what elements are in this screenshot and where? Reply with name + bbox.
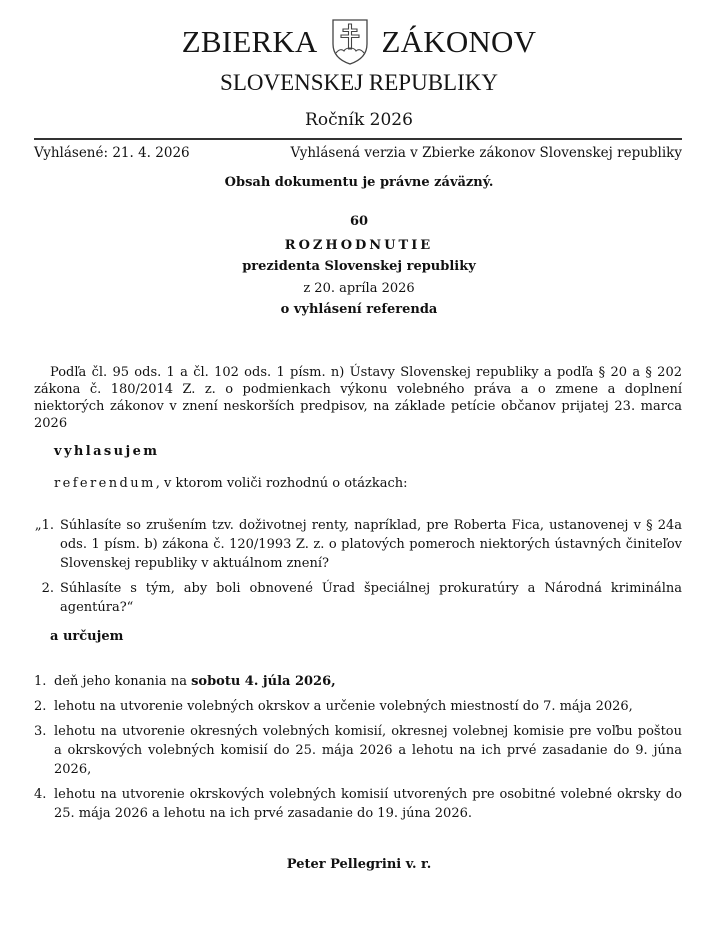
deadline-text: lehotu na utvorenie volebných okrskov a určenie volebných miestností do 7. mája 2026, [54, 699, 633, 714]
published-date: Vyhlásené: 21. 4. 2026 [34, 145, 190, 161]
deadline-number: 2. [34, 699, 47, 714]
slovak-coat-of-arms-icon [330, 18, 370, 66]
referendum-intro-rest: , v ktorom voliči rozhodnú o otázkach: [155, 476, 408, 491]
referendum-word: referendum [54, 476, 156, 491]
masthead-subtitle: SLOVENSKEJ REPUBLIKY [220, 70, 498, 95]
deadline-number: 1. [34, 674, 47, 689]
deadline-text: lehotu na utvorenie okrskových volebných komisií utvorených pre osobitné volebné okrsky do 25. mája 2026 a lehotu na ich prvé zasadanie do 19. júna 2026. [54, 787, 682, 821]
referendum-intro [54, 476, 408, 491]
document-issuer: prezidenta Slovenskej republiky [242, 259, 476, 274]
deadline-date-bold: sobotu 4. júla 2026, [191, 674, 336, 689]
deadline-item [34, 672, 682, 691]
masthead-title-right: ZÁKONOV [381, 24, 537, 59]
document-type: ROZHODNUTIE [284, 238, 434, 253]
deadline-number: 4. [34, 787, 47, 802]
masthead [0, 18, 718, 66]
question-text: Súhlasíte so zrušením tzv. doživotnej renty, napríklad, pre Roberta Fica, ustanovenej v § 24a ods. 1 písm. b) zákona č. 120/1993 Z. z. o platových pomeroch niektorých ústavných činiteľov Slovenskej republiky v aktuálnom znení? [60, 518, 682, 571]
document-subject: o vyhlásení referenda [280, 302, 438, 317]
binding-notice: Obsah dokumentu je právne záväzný. [224, 175, 494, 190]
question-number: 2. [41, 581, 54, 596]
question-text: Súhlasíte s tým, aby boli obnovené Úrad špeciálnej prokuratúry a Národná kriminálna agentúra?“ [60, 581, 682, 615]
deadline-item [34, 785, 682, 823]
signature: Peter Pellegrini v. r. [286, 857, 432, 872]
question-number: „1. [34, 518, 54, 533]
masthead-title-left: ZBIERKA [181, 24, 318, 59]
deadline-number: 3. [34, 724, 47, 739]
version-notice: Vyhlásená verzia v Zbierke zákonov Slovenskej republiky [290, 145, 682, 161]
question-list [34, 516, 682, 623]
volume-label: Ročník 2026 [305, 110, 413, 130]
question-item [34, 516, 682, 573]
proclaim-heading: vyhlasujem [54, 444, 160, 459]
question-item [34, 579, 682, 617]
deadline-item [34, 722, 682, 779]
header-divider [34, 138, 682, 140]
deadline-text: deň jeho konania na [54, 674, 192, 689]
document-date: z 20. apríla 2026 [303, 281, 415, 296]
deadline-text: lehotu na utvorenie okresných volebných komisií, okresnej volebnej komisie pre voľbu poštou a okrskových volebných komisií do 25. mája 2026 a lehotu na ich prvé zasadanie do 9. júna 2026, [54, 724, 682, 777]
document-number: 60 [349, 214, 369, 229]
determine-heading: a určujem [50, 629, 124, 644]
preamble-paragraph: Podľa čl. 95 ods. 1 a čl. 102 ods. 1 písm. n) Ústavy Slovenskej republiky a podľa § 20 a § 202 zákona č. 180/2014 Z. z. o podmienkach výkonu volebného práva a o zmene a doplnení niektorých zákonov v znení neskorších predpisov, na základe petície občanov prijatej 23. marca 2026 [34, 365, 682, 431]
deadline-list [34, 672, 682, 829]
deadline-item [34, 697, 682, 716]
